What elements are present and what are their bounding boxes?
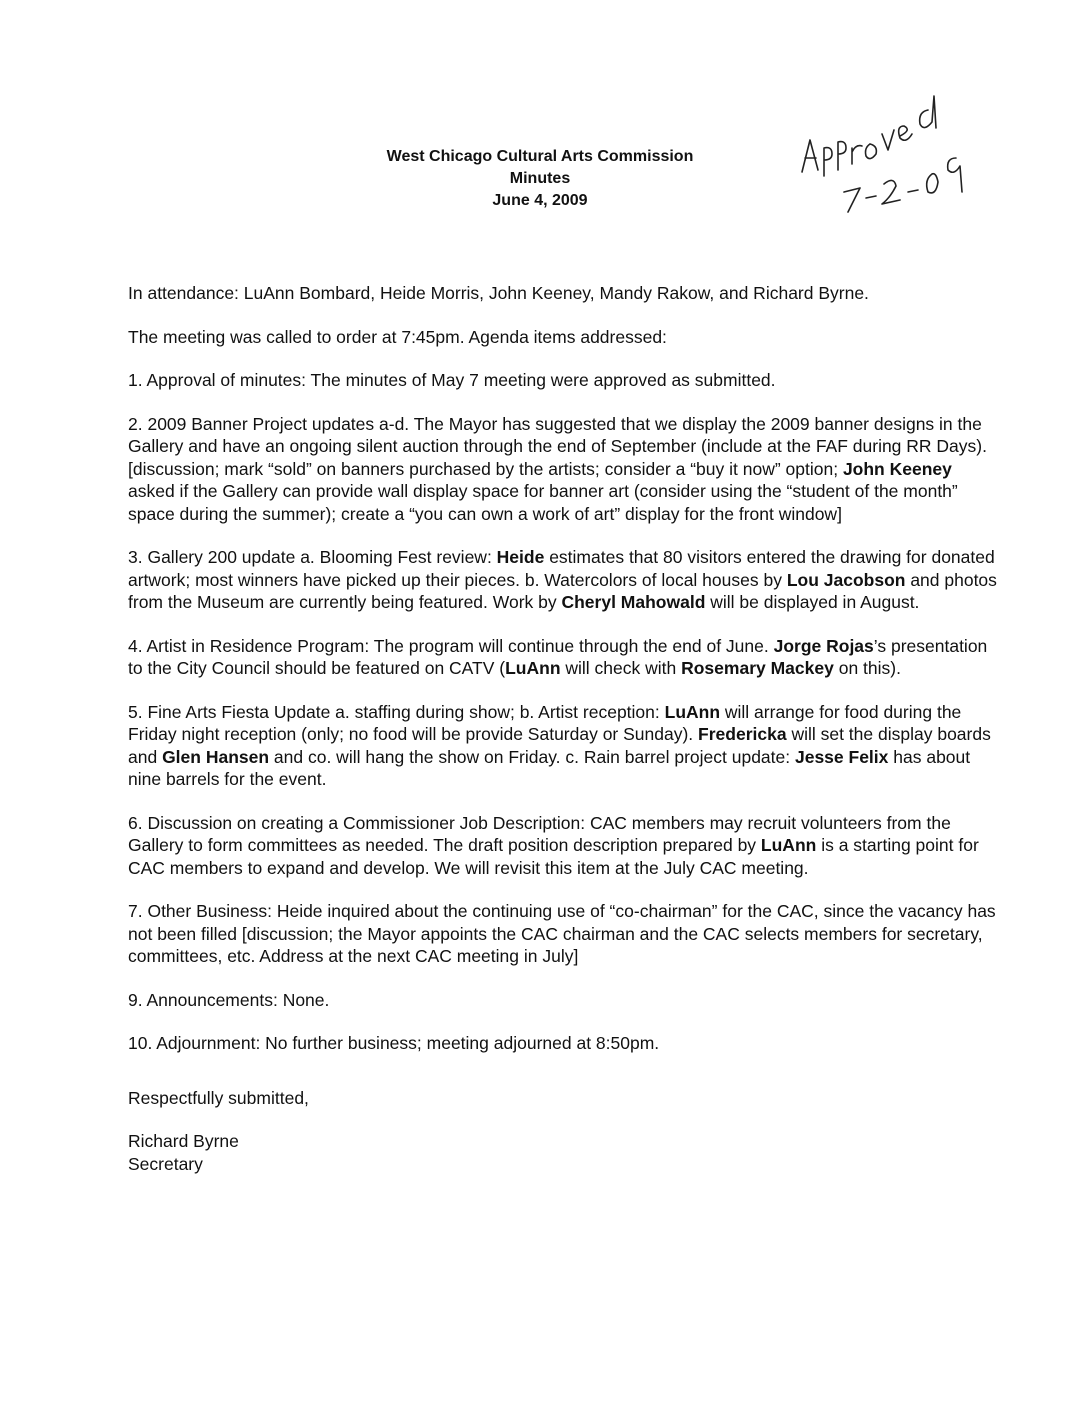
agenda-item-7: 7. Other Business: Heide inquired about the continuing use of “co-chairman” for the CAC, since the vacancy has not been filled [discussion; the Mayor appoints the CAC chairman and the CAC selects members for secretary, committees, etc. Address at the next CAC meeting in July] — [128, 901, 996, 966]
opening-paragraph: The meeting was called to order at 7:45pm. Agenda items addressed: — [128, 326, 667, 347]
signer-title: Secretary — [128, 1153, 203, 1174]
meeting-date: June 4, 2009 — [492, 192, 588, 209]
item5-text-1: 5. Fine Arts Fiesta Update a. staffing during show; b. Artist reception: — [128, 701, 665, 722]
agenda-item-4 — [128, 635, 1000, 680]
item4-text-2: ’s presentation to the City Council should be featured on CATV ( — [128, 635, 988, 678]
document-type: Minutes — [509, 170, 571, 187]
item6-text-2: is a starting point for CAC members to expand and develop. We will revisit this item at the July CAC meeting. — [128, 835, 979, 878]
person-name: Rosemary Mackey — [681, 658, 834, 678]
person-name: Fredericka — [698, 724, 787, 744]
document-header — [300, 146, 780, 212]
agenda-item-9: 9. Announcements: None. — [128, 989, 330, 1010]
item3-text-3: and photos from the Museum are currently being featured. Work by — [128, 569, 997, 612]
item2-text-1: 2. 2009 Banner Project updates a-d. The Mayor has suggested that we display the 2009 banner designs in the Gallery and have an ongoing silent auction through the end of September (include at the FAF during RR Days). [discussion; mark “sold” on banners purchased by the artists; consider a “buy it now” option; — [128, 413, 987, 479]
item3-text-2: estimates that 80 visitors entered the drawing for donated artwork; most winners have picked up their pieces. b. Watercolors of local houses by — [128, 547, 995, 590]
item5-text-4: and co. will hang the show on Friday. c. Rain barrel project update: — [269, 746, 795, 767]
person-name: Lou Jacobson — [786, 569, 906, 590]
item5-text-2: will arrange for food during the Friday night reception (only; no food will be provide Saturday or Sunday). — [128, 701, 962, 744]
agenda-item-5 — [128, 701, 1000, 791]
person-name: Jorge Rojas — [773, 635, 874, 656]
item4-text-4: on this). — [833, 658, 901, 678]
item4-text-3: will check with — [560, 658, 682, 678]
agenda-item-10: 10. Adjournment: No further business; meeting adjourned at 8:50pm. — [128, 1033, 660, 1053]
person-name: Heide — [496, 547, 545, 567]
commission-title: West Chicago Cultural Arts Commission — [386, 148, 694, 165]
item5-text-5: has about nine barrels for the event. — [128, 746, 971, 789]
item3-text-1: 3. Gallery 200 update a. Blooming Fest review: — [128, 547, 497, 567]
closing-line: Respectfully submitted, — [128, 1087, 309, 1108]
signer-name: Richard Byrne — [128, 1131, 239, 1151]
minutes-body — [128, 282, 1000, 1196]
person-name: Glen Hansen — [162, 746, 270, 767]
agenda-item-6 — [128, 812, 1000, 880]
agenda-item-3 — [128, 546, 1000, 614]
person-name: LuAnn — [760, 835, 817, 855]
agenda-item-1: 1. Approval of minutes: The minutes of May 7 meeting were approved as submitted. — [128, 370, 776, 390]
person-name: John Keeney — [842, 458, 952, 479]
person-name: LuAnn — [505, 658, 561, 678]
item6-text-1: 6. Discussion on creating a Commissioner Job Description: CAC members may recruit volunteers from the Gallery to form committees as needed. The draft position description prepared by — [128, 812, 951, 855]
person-name: Cheryl Mahowald — [561, 592, 706, 612]
item3-text-4: will be displayed in August. — [705, 592, 920, 612]
item2-text-2: asked if the Gallery can provide wall display space for banner art (consider using the “student of the month” space during the summer); create a “you can own a work of art” display for the front window] — [128, 481, 958, 524]
signature-block — [128, 1130, 1000, 1175]
approved-handwritten-stamp — [790, 88, 980, 213]
agenda-item-2 — [128, 413, 1000, 526]
person-name: Jesse Felix — [794, 746, 889, 767]
item4-text-1: 4. Artist in Residence Program: The program will continue through the end of June. — [128, 635, 774, 656]
item5-text-3: will set the display boards and — [128, 724, 991, 767]
attendance-paragraph: In attendance: LuAnn Bombard, Heide Morris, John Keeney, Mandy Rakow, and Richard Byrne. — [128, 283, 869, 303]
person-name: LuAnn — [664, 701, 721, 722]
